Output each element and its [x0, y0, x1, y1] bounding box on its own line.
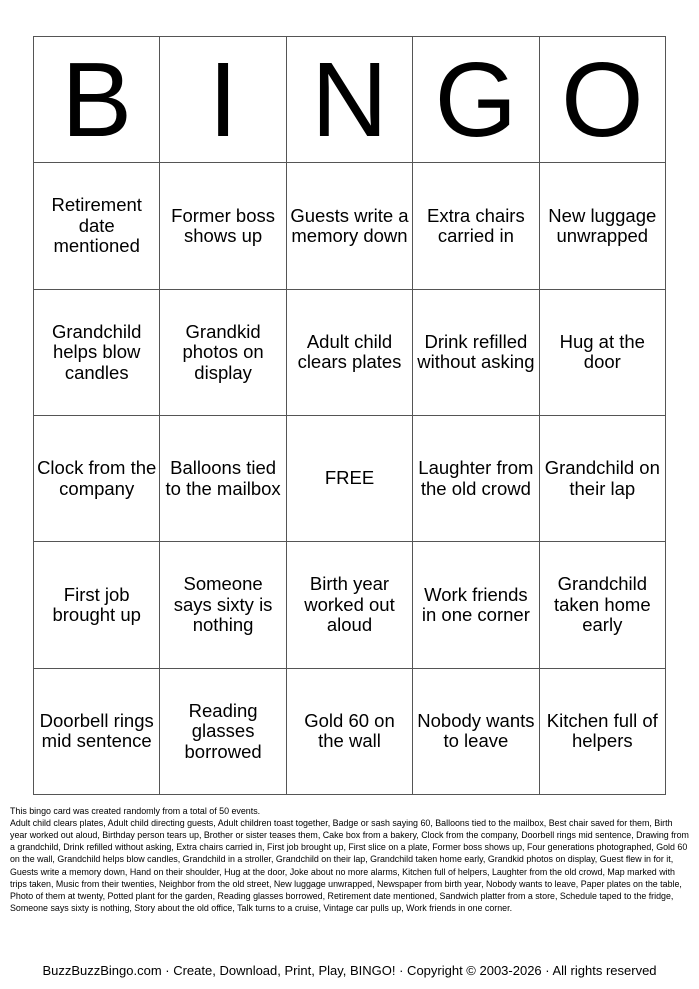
bingo-cell: Laughter from the old crowd: [413, 416, 539, 542]
header-letter-i: I: [160, 37, 286, 163]
bingo-cell: Grandchild taken home early: [540, 542, 666, 668]
bingo-cell: Former boss shows up: [160, 163, 286, 289]
bingo-cell: Someone says sixty is nothing: [160, 542, 286, 668]
bingo-cell: Guests write a memory down: [287, 163, 413, 289]
info-intro: This bingo card was created randomly from a total of 50 events.: [10, 806, 261, 816]
footer: BuzzBuzzBingo.com · Create, Download, Print, Play, BINGO! · Copyright © 2003-2026 · All rights reserved: [42, 963, 657, 978]
bingo-cell: Reading glasses borrowed: [160, 669, 286, 795]
bingo-cell: Grandkid photos on display: [160, 290, 286, 416]
bingo-cell: Adult child clears plates: [287, 290, 413, 416]
header-letter-o: O: [540, 37, 666, 163]
bingo-cell: Hug at the door: [540, 290, 666, 416]
bingo-cell: Gold 60 on the wall: [287, 669, 413, 795]
bingo-cell: Work friends in one corner: [413, 542, 539, 668]
header-letter-n: N: [287, 37, 413, 163]
bingo-cell: Doorbell rings mid sentence: [34, 669, 160, 795]
bingo-cell: Retirement date mentioned: [34, 163, 160, 289]
bingo-cell: Balloons tied to the mailbox: [160, 416, 286, 542]
bingo-card: [33, 36, 666, 795]
header-letter-g: G: [413, 37, 539, 163]
bingo-cell: Birth year worked out aloud: [287, 542, 413, 668]
header-letter-b: B: [34, 37, 160, 163]
bingo-cell: Extra chairs carried in: [413, 163, 539, 289]
bingo-cell: Clock from the company: [34, 416, 160, 542]
bingo-cell: Nobody wants to leave: [413, 669, 539, 795]
free-space-cell: FREE: [287, 416, 413, 542]
bingo-cell: Grandchild helps blow candles: [34, 290, 160, 416]
bingo-cell: First job brought up: [34, 542, 160, 668]
event-list: Adult child clears plates, Adult child directing guests, Adult children toast together, Badge or sash saying 60, Balloons tied to the mailbox, Best chair saved for them, Birth year worked out aloud, Birthday person tears up, Brother or sister teases them, Cake box from a bakery, Clock from the company, Doorbell rings mid sentence, Drawing from a grandchild, Drink refilled without asking, Extra chairs carried in, First job brought up, First slice on a plate, Former boss shows up, Four generations photographed, Gold 60 on the wall, Grandchild helps blow candles, Grandchild in a stroller, Grandchild on their lap, Grandchild taken home early, Grandkid photos on display, Guest flew in for it, Guests write a memory down, Hand on their shoulder, Hug at the door, Joke about no more alarms, Kitchen full of helpers, Laughter from the old crowd, Map marked with trips taken, Music from their twenties, Neighbor from the old street, New luggage unwrapped, Newspaper from birth year, Nobody wants to leave, Paper plates on the table, Photo of them at twenty, Potted plant for the garden, Reading glasses borrowed, Retirement date mentioned, Sandwich platter from a store, Schedule taped to the fridge, Someone says sixty is nothing, Story about the old office, Talk turns to a cruise, Vintage car pulls up, Work friends in one corner.: [10, 818, 689, 913]
bingo-cell: New luggage unwrapped: [540, 163, 666, 289]
bingo-cell: Kitchen full of helpers: [540, 669, 666, 795]
card-info: [10, 805, 690, 914]
bingo-cell: Grandchild on their lap: [540, 416, 666, 542]
bingo-cell: Drink refilled without asking: [413, 290, 539, 416]
